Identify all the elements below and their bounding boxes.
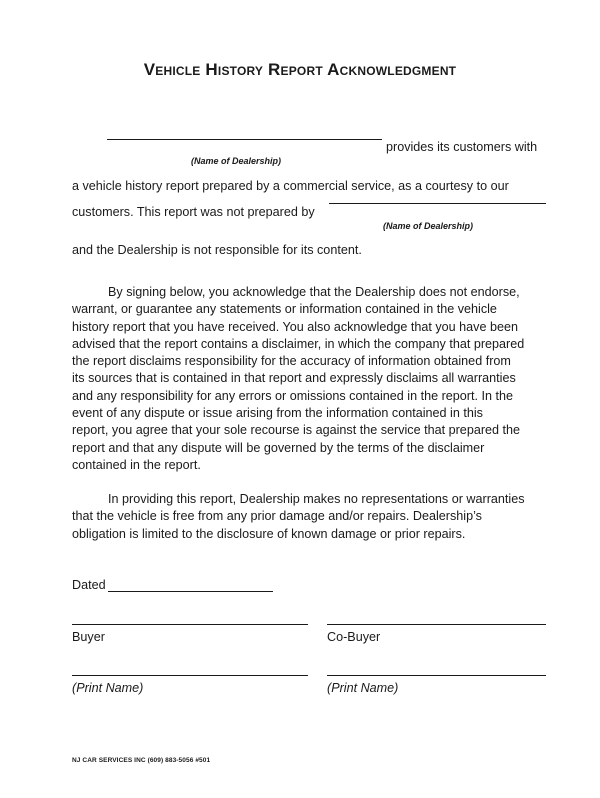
- para2-line: that the vehicle is free from any prior damage and/or repairs. Dealership’s: [72, 509, 482, 524]
- para2-line: obligation is limited to the disclosure of known damage or prior repairs.: [72, 526, 466, 541]
- para2-line: In providing this report, Dealership makes no representations or warranties: [108, 492, 525, 506]
- footer-text: NJ CAR SERVICES INC (609) 883-5056 #501: [72, 757, 211, 764]
- representations-paragraph: [72, 491, 548, 543]
- acknowledgment-paragraph: [72, 284, 548, 474]
- courtesy-text: a vehicle history report prepared by a commercial service, as a courtesy to our: [72, 179, 509, 193]
- cobuyer-print-name-line[interactable]: [327, 675, 546, 676]
- cobuyer-print-name-label: (Print Name): [327, 681, 399, 695]
- buyer-print-name-label: (Print Name): [72, 681, 144, 695]
- buyer-print-name-line[interactable]: [72, 675, 308, 676]
- provides-text: provides its customers with: [386, 140, 538, 154]
- dealership-name-line-1[interactable]: [107, 139, 382, 140]
- para1-line: By signing below, you acknowledge that the Dealership does not endorse,: [108, 285, 520, 299]
- cobuyer-label: Co-Buyer: [327, 630, 381, 644]
- para1-line: contained in the report.: [72, 457, 201, 472]
- para1-line: warrant, or guarantee any statements or information contained in the vehicle: [72, 302, 497, 317]
- dated-label: Dated: [72, 578, 106, 592]
- document-title: Vehicle History Report Acknowledgment: [143, 60, 457, 79]
- dated-line[interactable]: [108, 591, 273, 592]
- para1-line: the report disclaims responsibility for the accuracy of information obtained from: [72, 354, 511, 369]
- buyer-label: Buyer: [72, 630, 105, 644]
- not-responsible-text: and the Dealership is not responsible for its content.: [72, 243, 362, 257]
- para1-line: its sources that is contained in that report and expressly disclaims all warranties: [72, 371, 516, 386]
- para1-line: history report that you have received. You also acknowledge that you have been: [72, 319, 518, 334]
- not-prepared-text: customers. This report was not prepared by: [72, 205, 315, 219]
- dealership-caption-2: (Name of Dealership): [383, 221, 474, 231]
- para1-line: event of any dispute or issue arising from the information contained in this: [72, 406, 483, 421]
- dealership-name-line-2[interactable]: [329, 203, 546, 204]
- para1-line: report and that any dispute will be governed by the terms of the disclaimer: [72, 440, 485, 455]
- cobuyer-signature-line[interactable]: [327, 624, 546, 625]
- para1-line: and any responsibility for any errors or omissions contained in the report. In the: [72, 388, 514, 403]
- para1-line: report, you agree that your sole recourse is against the service that prepared the: [72, 423, 521, 438]
- buyer-signature-line[interactable]: [72, 624, 308, 625]
- para1-line: advised that the report contains a disclaimer, in which the company that prepared: [72, 336, 525, 351]
- dealership-caption-1: (Name of Dealership): [191, 156, 282, 166]
